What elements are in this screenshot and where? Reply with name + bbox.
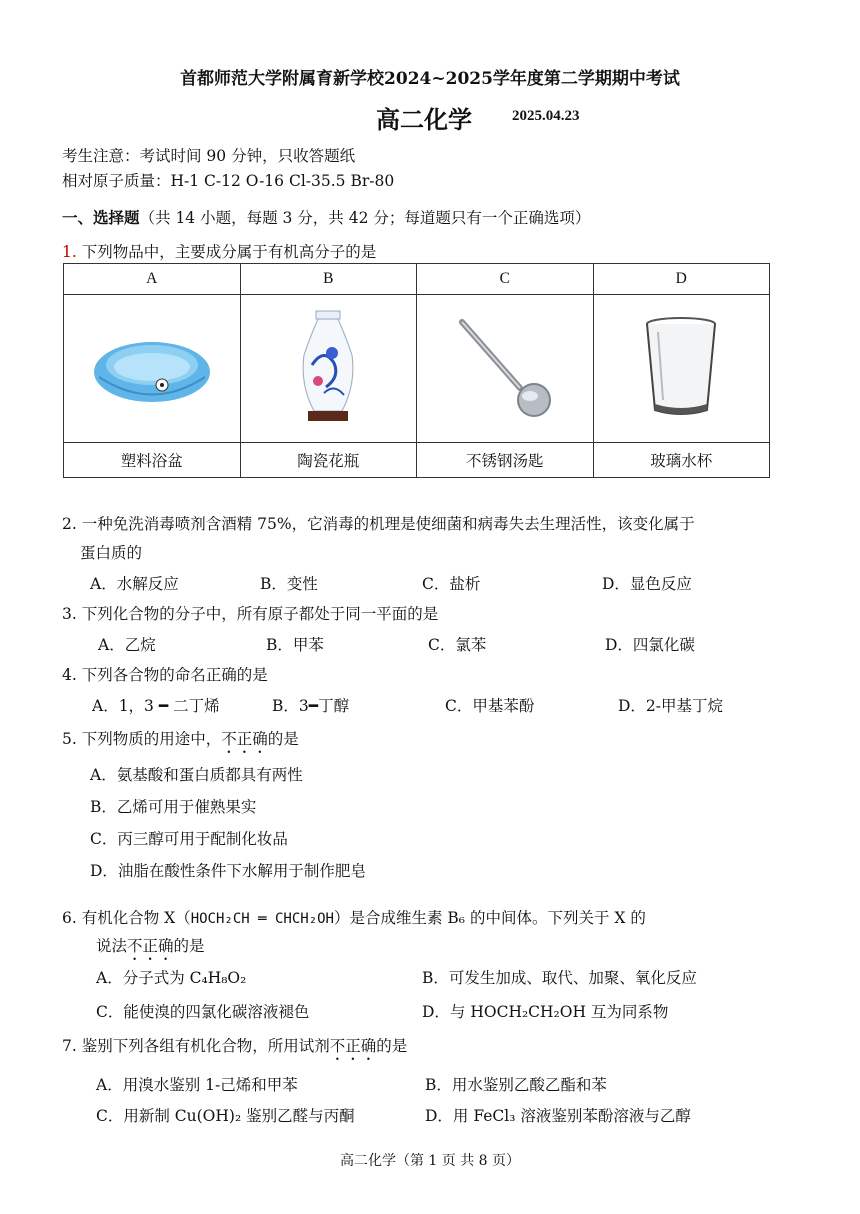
question-6-stem-line1 xyxy=(62,906,646,928)
item-label-a: 塑料浴盆 xyxy=(64,443,241,478)
section-desc: （共 14 小题，每题 3 分，共 42 分；每道题只有一个正确选项） xyxy=(139,209,591,227)
glass-cup-image xyxy=(636,312,726,422)
ceramic-vase-image-cell xyxy=(240,295,417,443)
question-1-text: 下列物品中，主要成分属于有机高分子的是 xyxy=(81,243,377,261)
section-heading xyxy=(62,206,590,228)
question-1-number: 1. xyxy=(62,243,77,261)
question-2-stem-line2: 蛋白质的 xyxy=(80,544,143,562)
question-5-stem-post: 的是 xyxy=(267,730,299,748)
question-6-option-c: C．能使溴的四氯化碳溶液褪色 xyxy=(96,1003,310,1021)
col-header-b: B xyxy=(240,264,417,295)
col-header-d: D xyxy=(593,264,770,295)
question-7-option-d: D．用 FeCl₃ 溶液鉴别苯酚溶液与乙醇 xyxy=(425,1107,691,1125)
question-3-option-a: A．乙烷 xyxy=(98,636,156,654)
ceramic-vase-image xyxy=(288,307,368,427)
item-label-b: 陶瓷花瓶 xyxy=(240,443,417,478)
plastic-tub-image-cell xyxy=(64,295,241,443)
col-header-c: C xyxy=(417,264,594,295)
question-2-stem-line1: 2. 一种免洗消毒喷剂含酒精 75%，它消毒的机理是使细菌和病毒失去生理活性，该变化属于 xyxy=(62,515,695,533)
question-2-option-d: D．显色反应 xyxy=(602,575,692,593)
question-7-option-c: C．用新制 Cu(OH)₂ 鉴别乙醛与丙酮 xyxy=(96,1107,355,1125)
question-1-table xyxy=(63,263,770,478)
exam-date: 2025.04.23 xyxy=(512,108,580,124)
question-5-option-d: D．油脂在酸性条件下水解用于制作肥皂 xyxy=(90,862,366,880)
question-6-stem-pre: 6. 有机化合物 X（ xyxy=(62,909,191,927)
question-7-option-a: A．用溴水鉴别 1-己烯和甲苯 xyxy=(96,1076,298,1094)
subject-title: 高二化学 xyxy=(376,105,472,134)
question-4-option-c: C．甲基苯酚 xyxy=(445,697,535,715)
exam-title: 首都师范大学附属育新学校2024~2025学年度第二学期期中考试 xyxy=(180,69,680,89)
steel-ladle-image xyxy=(450,312,560,422)
item-label-c: 不锈钢汤匙 xyxy=(417,443,594,478)
section-title: 一、选择题 xyxy=(62,208,140,227)
page-footer: 高二化学（第 1 页 共 8 页） xyxy=(339,1153,521,1169)
question-6-stem-line2 xyxy=(96,934,205,964)
item-label-d: 玻璃水杯 xyxy=(593,443,770,478)
question-4-option-b: B．3━丁醇 xyxy=(272,697,350,715)
question-4-option-d: D．2-甲基丁烷 xyxy=(618,697,724,715)
question-3-option-d: D．四氯化碳 xyxy=(605,636,695,654)
question-2-option-a: A．水解反应 xyxy=(90,575,179,593)
notice-atomic-mass: 相对原子质量：H-1 C-12 O-16 Cl-35.5 Br-80 xyxy=(62,172,395,190)
question-3-option-c: C．氯苯 xyxy=(428,636,487,654)
question-7-stem xyxy=(62,1034,407,1064)
question-5-option-c: C．丙三醇可用于配制化妆品 xyxy=(90,830,288,848)
question-4-option-a: A．1，3 ━ 二丁烯 xyxy=(92,697,220,715)
question-7-stem-pre: 7. 鉴别下列各组有机化合物，所用试剂 xyxy=(62,1037,330,1055)
question-2-option-c: C．盐析 xyxy=(422,575,481,593)
question-5-option-a: A．氨基酸和蛋白质都具有两性 xyxy=(90,766,303,784)
question-6-formula: HOCH₂CH ═ CHCH₂OH xyxy=(190,911,334,927)
question-6-option-a: A．分子式为 C₄H₈O₂ xyxy=(96,969,247,987)
question-6-stem2-post: 的是 xyxy=(173,937,205,955)
question-2-option-b: B．变性 xyxy=(260,575,318,593)
steel-ladle-image-cell xyxy=(417,295,594,443)
question-7-stem-emphasis: 不正确 xyxy=(329,1037,377,1055)
col-header-a: A xyxy=(64,264,241,295)
question-6-stem-mid: ）是合成维生素 B₆ 的中间体。下列关于 X 的 xyxy=(333,909,646,927)
question-1-stem xyxy=(62,240,376,262)
question-7-option-b: B．用水鉴别乙酸乙酯和苯 xyxy=(425,1076,607,1094)
question-4-stem: 4. 下列各合物的命名正确的是 xyxy=(62,666,268,684)
question-6-option-b: B．可发生加成、取代、加聚、氧化反应 xyxy=(422,969,697,987)
question-5-option-b: B．乙烯可用于催熟果实 xyxy=(90,798,257,816)
question-3-option-b: B．甲苯 xyxy=(266,636,324,654)
question-6-stem2-pre: 说法 xyxy=(96,937,128,955)
plastic-tub-image xyxy=(87,317,217,417)
question-5-stem-emphasis: 不正确 xyxy=(221,730,268,748)
notice-time: 考生注意：考试时间 90 分钟，只收答题纸 xyxy=(62,147,356,165)
question-7-stem-post: 的是 xyxy=(376,1037,408,1055)
glass-cup-image-cell xyxy=(593,295,770,443)
question-5-stem xyxy=(62,727,299,757)
question-5-stem-pre: 5. 下列物质的用途中， xyxy=(62,730,222,748)
question-3-stem: 3. 下列化合物的分子中，所有原子都处于同一平面的是 xyxy=(62,605,439,623)
question-6-option-d: D．与 HOCH₂CH₂OH 互为同系物 xyxy=(422,1003,669,1021)
question-6-stem-emphasis: 不正确 xyxy=(127,937,174,955)
